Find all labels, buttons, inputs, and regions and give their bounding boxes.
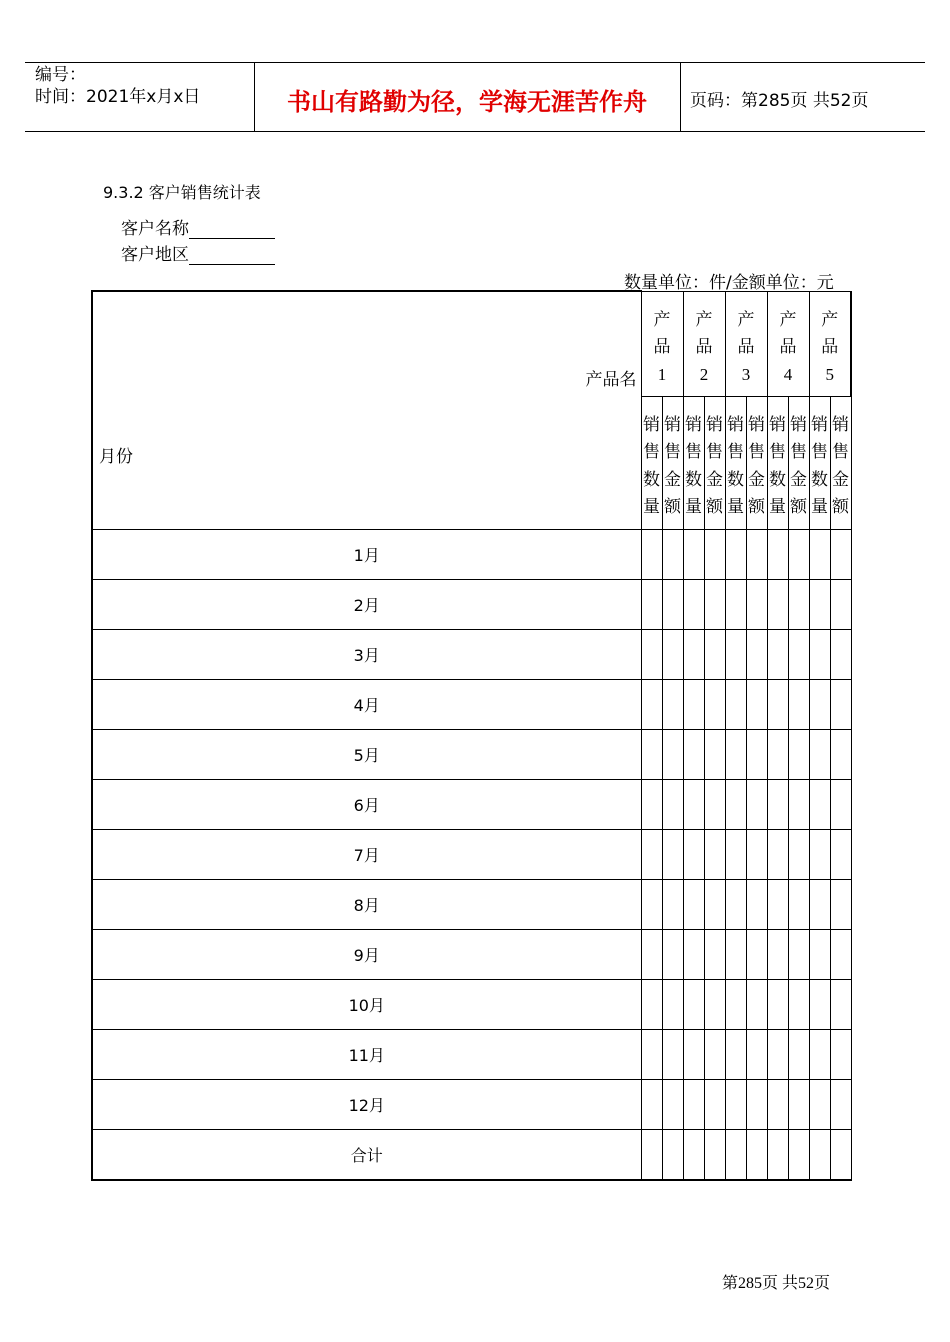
- amt-char: 售: [832, 442, 849, 462]
- value-cell[interactable]: [746, 1129, 767, 1180]
- header-bottom-rule: [25, 131, 925, 132]
- value-cell[interactable]: [704, 929, 725, 979]
- value-cell[interactable]: [725, 829, 746, 879]
- customer-name-blank: [189, 220, 275, 239]
- value-cell[interactable]: [725, 529, 746, 579]
- value-cell[interactable]: [767, 1079, 788, 1129]
- qty-char: 量: [769, 497, 786, 517]
- table-row: [92, 979, 851, 1029]
- value-cell[interactable]: [830, 729, 851, 779]
- table-row: [92, 729, 851, 779]
- row-label: 10月: [92, 979, 641, 1029]
- product-header-1: [641, 291, 683, 396]
- value-cell[interactable]: [809, 879, 830, 929]
- value-cell[interactable]: [809, 1079, 830, 1129]
- table-row: [92, 1129, 851, 1180]
- value-cell[interactable]: [809, 629, 830, 679]
- subheader-qty: [683, 396, 704, 529]
- value-cell[interactable]: [683, 879, 704, 929]
- table-row: [92, 879, 851, 929]
- value-cell[interactable]: [788, 779, 809, 829]
- value-cell[interactable]: [641, 1029, 662, 1079]
- amt-char: 售: [748, 442, 765, 462]
- row-label: 11月: [92, 1029, 641, 1079]
- subheader-amount: [704, 396, 725, 529]
- value-cell[interactable]: [788, 929, 809, 979]
- value-cell[interactable]: [683, 1129, 704, 1180]
- value-cell[interactable]: [683, 929, 704, 979]
- value-cell[interactable]: [641, 829, 662, 879]
- customer-region-blank: [189, 246, 275, 265]
- value-cell[interactable]: [662, 1079, 683, 1129]
- value-cell[interactable]: [704, 979, 725, 1029]
- value-cell[interactable]: [767, 879, 788, 929]
- value-cell[interactable]: [683, 1029, 704, 1079]
- row-label: 5月: [92, 729, 641, 779]
- value-cell[interactable]: [683, 1079, 704, 1129]
- qty-char: 售: [685, 442, 702, 462]
- value-cell[interactable]: [662, 979, 683, 1029]
- value-cell[interactable]: [746, 579, 767, 629]
- header-row-products: [92, 291, 851, 396]
- value-cell[interactable]: [788, 979, 809, 1029]
- amt-char: 金: [748, 469, 765, 490]
- qty-char: 销: [685, 414, 702, 435]
- amt-char: 销: [664, 414, 681, 435]
- row-label: 4月: [92, 679, 641, 729]
- value-cell[interactable]: [746, 879, 767, 929]
- amt-char: 额: [790, 497, 807, 517]
- value-cell[interactable]: [662, 1129, 683, 1180]
- value-cell[interactable]: [809, 529, 830, 579]
- amt-char: 销: [706, 414, 723, 435]
- value-cell[interactable]: [788, 1129, 809, 1180]
- value-cell[interactable]: [830, 679, 851, 729]
- amt-char: 额: [664, 497, 681, 517]
- value-cell[interactable]: [641, 929, 662, 979]
- value-cell[interactable]: [662, 729, 683, 779]
- product-3-number: 3: [741, 364, 751, 384]
- product-name-header: 产品名: [585, 370, 637, 390]
- value-cell[interactable]: [746, 1029, 767, 1079]
- product-1-char-2: 品: [653, 336, 671, 357]
- value-cell[interactable]: [725, 679, 746, 729]
- value-cell[interactable]: [767, 1129, 788, 1180]
- value-cell[interactable]: [788, 879, 809, 929]
- value-cell[interactable]: [767, 929, 788, 979]
- product-header-3: [725, 291, 767, 396]
- qty-char: 数: [811, 469, 828, 490]
- value-cell[interactable]: [767, 779, 788, 829]
- customer-name-field: [121, 214, 275, 239]
- row-label: 6月: [92, 779, 641, 829]
- value-cell[interactable]: [725, 979, 746, 1029]
- amt-char: 金: [790, 469, 807, 490]
- qty-char: 售: [811, 442, 828, 462]
- value-cell[interactable]: [767, 829, 788, 879]
- table-row: [92, 679, 851, 729]
- qty-char: 销: [643, 414, 660, 435]
- value-cell[interactable]: [809, 829, 830, 879]
- value-cell[interactable]: [683, 729, 704, 779]
- value-cell[interactable]: [683, 679, 704, 729]
- row-label: 12月: [92, 1079, 641, 1129]
- value-cell[interactable]: [767, 679, 788, 729]
- value-cell[interactable]: [725, 1029, 746, 1079]
- product-3-char-2: 品: [737, 336, 755, 357]
- value-cell[interactable]: [683, 529, 704, 579]
- header-motto: 书山有路勤为径，学海无涯苦作舟: [287, 87, 647, 116]
- value-cell[interactable]: [746, 779, 767, 829]
- value-cell[interactable]: [830, 579, 851, 629]
- header-top-rule: [25, 62, 925, 63]
- value-cell[interactable]: [788, 629, 809, 679]
- value-cell[interactable]: [830, 779, 851, 829]
- units-note: 数量单位：件/金额单位：元: [624, 273, 834, 293]
- amt-char: 售: [790, 442, 807, 462]
- value-cell[interactable]: [641, 529, 662, 579]
- amt-char: 售: [664, 442, 681, 462]
- value-cell[interactable]: [662, 929, 683, 979]
- product-5-char-2: 品: [821, 336, 839, 357]
- value-cell[interactable]: [830, 1129, 851, 1180]
- value-cell[interactable]: [725, 579, 746, 629]
- value-cell[interactable]: [746, 829, 767, 879]
- value-cell[interactable]: [788, 829, 809, 879]
- product-4-number: 4: [783, 364, 793, 384]
- value-cell[interactable]: [746, 679, 767, 729]
- value-cell[interactable]: [746, 729, 767, 779]
- header-page-info: 页码：第285页 共52页: [690, 91, 869, 111]
- value-cell[interactable]: [767, 979, 788, 1029]
- value-cell[interactable]: [641, 679, 662, 729]
- value-cell[interactable]: [704, 879, 725, 929]
- value-cell[interactable]: [809, 679, 830, 729]
- subheader-amount: [662, 396, 683, 529]
- amt-char: 金: [664, 469, 681, 490]
- product-2-number: 2: [699, 364, 709, 384]
- table-row: [92, 1029, 851, 1079]
- qty-char: 量: [685, 497, 702, 517]
- value-cell[interactable]: [767, 1029, 788, 1079]
- serial-label: 编号：: [35, 65, 86, 85]
- value-cell[interactable]: [746, 929, 767, 979]
- value-cell[interactable]: [683, 629, 704, 679]
- amt-char: 金: [706, 469, 723, 490]
- customer-name-label: 客户名称: [121, 219, 189, 239]
- row-label: 3月: [92, 629, 641, 679]
- value-cell[interactable]: [704, 629, 725, 679]
- value-cell[interactable]: [767, 629, 788, 679]
- amt-char: 销: [748, 414, 765, 435]
- subheader-amount: [788, 396, 809, 529]
- value-cell[interactable]: [641, 1129, 662, 1180]
- value-cell[interactable]: [830, 1079, 851, 1129]
- value-cell[interactable]: [641, 579, 662, 629]
- sales-table: [91, 290, 852, 1181]
- table-row: [92, 579, 851, 629]
- value-cell[interactable]: [662, 829, 683, 879]
- section-title: 9.3.2 客户销售统计表: [103, 183, 261, 202]
- header-left: [35, 64, 200, 108]
- amt-char: 额: [706, 497, 723, 517]
- value-cell[interactable]: [809, 729, 830, 779]
- value-cell[interactable]: [641, 1079, 662, 1129]
- value-cell[interactable]: [725, 929, 746, 979]
- qty-char: 售: [643, 442, 660, 462]
- value-cell[interactable]: [704, 729, 725, 779]
- value-cell[interactable]: [725, 1079, 746, 1129]
- value-cell[interactable]: [767, 729, 788, 779]
- value-cell[interactable]: [725, 779, 746, 829]
- product-3-char-1: 产: [737, 309, 755, 330]
- customer-region-field: [121, 240, 275, 265]
- qty-char: 售: [769, 442, 786, 462]
- product-1-char-1: 产: [653, 309, 671, 330]
- table-row: [92, 1079, 851, 1129]
- value-cell[interactable]: [788, 679, 809, 729]
- value-cell[interactable]: [746, 629, 767, 679]
- value-cell[interactable]: [704, 1129, 725, 1180]
- value-cell[interactable]: [830, 529, 851, 579]
- value-cell[interactable]: [767, 579, 788, 629]
- qty-char: 数: [769, 469, 786, 490]
- value-cell[interactable]: [830, 979, 851, 1029]
- qty-char: 销: [811, 414, 828, 435]
- table-row: [92, 629, 851, 679]
- product-header-5: [809, 291, 851, 396]
- value-cell[interactable]: [725, 629, 746, 679]
- value-cell[interactable]: [662, 529, 683, 579]
- qty-char: 销: [727, 414, 744, 435]
- subheader-qty: [767, 396, 788, 529]
- product-4-char-1: 产: [779, 309, 797, 330]
- row-label: 1月: [92, 529, 641, 579]
- value-cell[interactable]: [725, 1129, 746, 1180]
- value-cell[interactable]: [830, 1029, 851, 1079]
- qty-char: 售: [727, 442, 744, 462]
- product-4-char-2: 品: [779, 336, 797, 357]
- qty-char: 数: [727, 469, 744, 490]
- value-cell[interactable]: [704, 829, 725, 879]
- table-row: [92, 829, 851, 879]
- product-5-char-1: 产: [821, 309, 839, 330]
- table-row: [92, 529, 851, 579]
- subheader-qty: [725, 396, 746, 529]
- value-cell[interactable]: [683, 829, 704, 879]
- row-label: 8月: [92, 879, 641, 929]
- value-cell[interactable]: [830, 629, 851, 679]
- value-cell[interactable]: [746, 529, 767, 579]
- value-cell[interactable]: [662, 679, 683, 729]
- subheader-qty: [809, 396, 830, 529]
- time-label: 时间：2021年x月x日: [35, 87, 201, 107]
- table-row: [92, 779, 851, 829]
- subheader-qty: [641, 396, 662, 529]
- value-cell[interactable]: [830, 879, 851, 929]
- amt-char: 售: [706, 442, 723, 462]
- product-header-4: [767, 291, 809, 396]
- value-cell[interactable]: [809, 1029, 830, 1079]
- value-cell[interactable]: [641, 779, 662, 829]
- data-rows: [92, 529, 851, 1180]
- product-1-number: 1: [657, 364, 667, 384]
- qty-char: 销: [769, 414, 786, 435]
- value-cell[interactable]: [641, 729, 662, 779]
- row-label: 2月: [92, 579, 641, 629]
- value-cell[interactable]: [788, 1029, 809, 1079]
- value-cell[interactable]: [683, 779, 704, 829]
- value-cell[interactable]: [704, 779, 725, 829]
- product-header-2: [683, 291, 725, 396]
- product-5-number: 5: [825, 364, 834, 384]
- qty-char: 量: [643, 497, 660, 517]
- row-label: 9月: [92, 929, 641, 979]
- product-2-char-1: 产: [695, 309, 713, 330]
- value-cell[interactable]: [641, 979, 662, 1029]
- value-cell[interactable]: [704, 679, 725, 729]
- value-cell[interactable]: [746, 1079, 767, 1129]
- page-footer: 第285页 共52页: [722, 1275, 831, 1292]
- subheader-amount: [830, 396, 851, 529]
- value-cell[interactable]: [683, 979, 704, 1029]
- value-cell[interactable]: [788, 579, 809, 629]
- value-cell[interactable]: [809, 779, 830, 829]
- value-cell[interactable]: [809, 579, 830, 629]
- row-label: 7月: [92, 829, 641, 879]
- amt-char: 额: [748, 497, 765, 517]
- amt-char: 额: [832, 497, 849, 517]
- header-divider-2: [680, 62, 681, 132]
- qty-char: 数: [685, 469, 702, 490]
- value-cell[interactable]: [662, 579, 683, 629]
- value-cell[interactable]: [809, 929, 830, 979]
- amt-char: 销: [790, 414, 807, 435]
- value-cell[interactable]: [683, 579, 704, 629]
- value-cell[interactable]: [809, 1129, 830, 1180]
- qty-char: 量: [727, 497, 744, 517]
- amt-char: 销: [832, 414, 849, 435]
- subheader-amount: [746, 396, 767, 529]
- row-label: 合计: [92, 1129, 641, 1180]
- table-row: [92, 929, 851, 979]
- value-cell[interactable]: [830, 829, 851, 879]
- value-cell[interactable]: [725, 879, 746, 929]
- customer-region-label: 客户地区: [121, 245, 189, 265]
- value-cell[interactable]: [746, 979, 767, 1029]
- value-cell[interactable]: [725, 729, 746, 779]
- month-header: 月份: [99, 447, 133, 467]
- amt-char: 金: [832, 469, 849, 490]
- value-cell[interactable]: [662, 629, 683, 679]
- value-cell[interactable]: [830, 929, 851, 979]
- value-cell[interactable]: [641, 879, 662, 929]
- value-cell[interactable]: [662, 779, 683, 829]
- value-cell[interactable]: [809, 979, 830, 1029]
- corner-header-cell: [92, 291, 641, 529]
- value-cell[interactable]: [641, 629, 662, 679]
- value-cell[interactable]: [788, 529, 809, 579]
- value-cell[interactable]: [788, 729, 809, 779]
- value-cell[interactable]: [704, 1029, 725, 1079]
- qty-char: 量: [811, 497, 828, 517]
- qty-char: 数: [643, 469, 660, 490]
- value-cell[interactable]: [767, 529, 788, 579]
- value-cell[interactable]: [704, 529, 725, 579]
- value-cell[interactable]: [662, 879, 683, 929]
- value-cell[interactable]: [788, 1079, 809, 1129]
- product-2-char-2: 品: [695, 336, 713, 357]
- value-cell[interactable]: [662, 1029, 683, 1079]
- value-cell[interactable]: [704, 579, 725, 629]
- value-cell[interactable]: [704, 1079, 725, 1129]
